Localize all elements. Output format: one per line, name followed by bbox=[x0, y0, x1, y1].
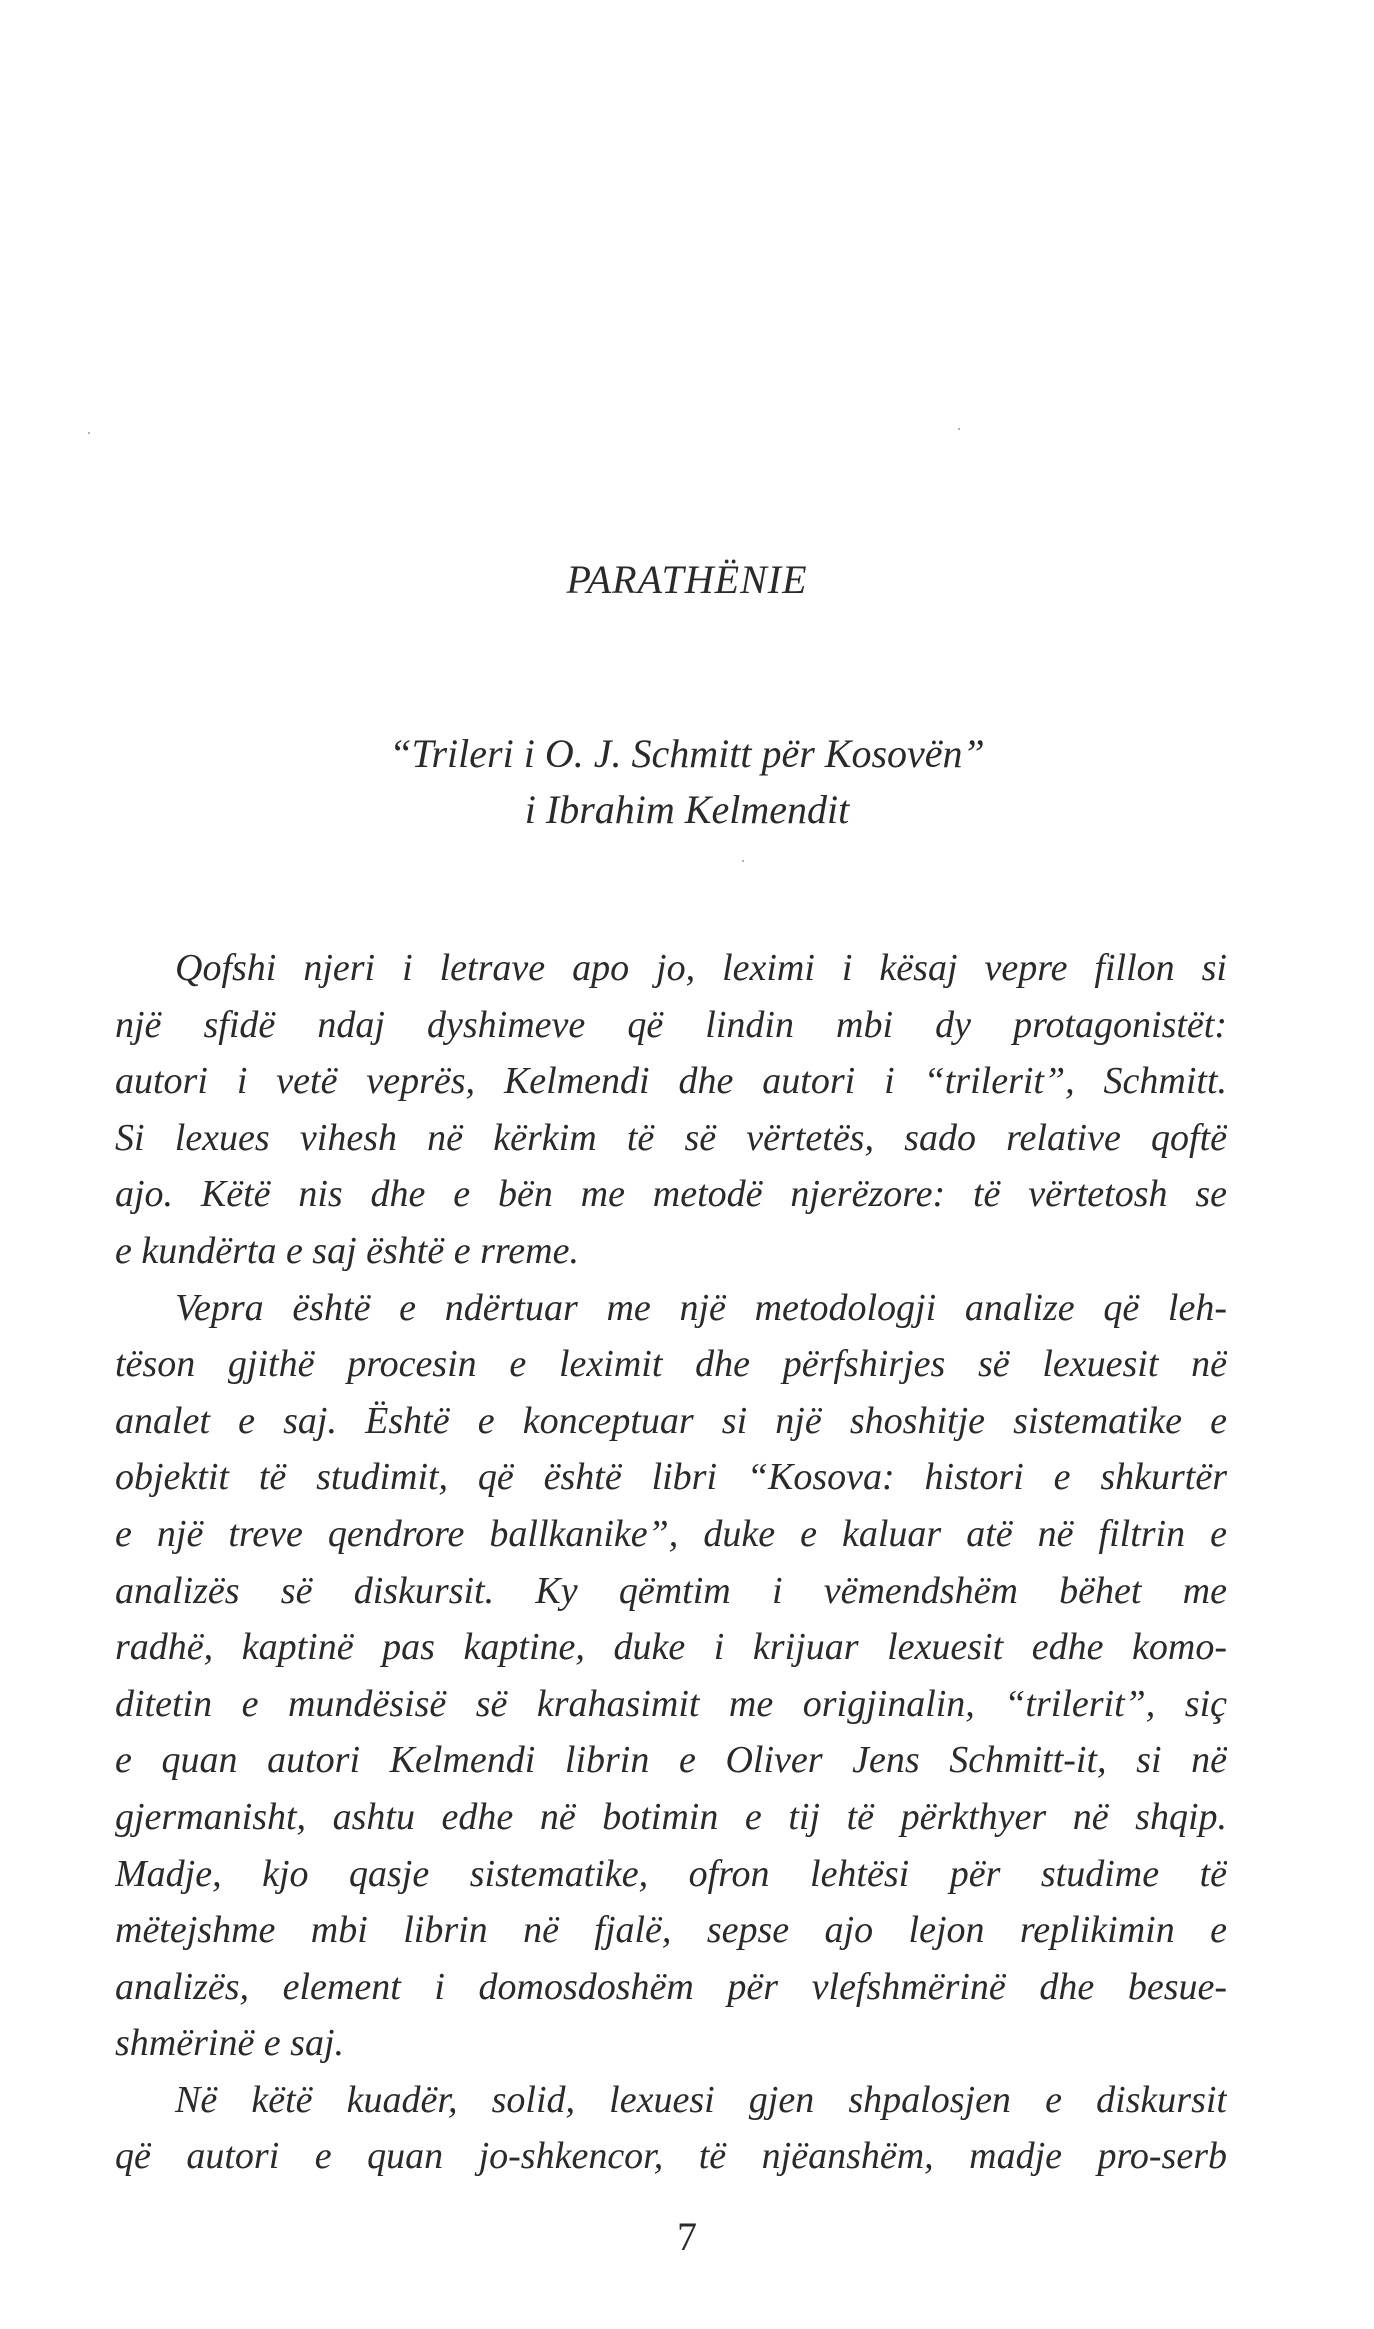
text-line: e kundërta e saj është e rreme. bbox=[115, 1229, 579, 1272]
chapter-heading: PARATHËNIE bbox=[566, 557, 808, 602]
page-number: 7 bbox=[677, 2214, 697, 2259]
text-line: e quan autori Kelmendi librin e Oliver Jens Schmitt-it, si në bbox=[115, 1739, 1227, 1782]
text-line: mëtejshme mbi librin në fjalë, sepse ajo lejon replikimin e bbox=[115, 1909, 1227, 1952]
text-line: gjermanisht, ashtu edhe në botimin e tij të përkthyer në shqip. bbox=[115, 1795, 1227, 1838]
text-line: Vepra është e ndërtuar me një metodologji analize që leh- bbox=[175, 1286, 1227, 1329]
text-line: shmërinë e saj. bbox=[115, 2022, 345, 2065]
text-line: një sfidë ndaj dyshimeve që lindin mbi dy protagonistët: bbox=[115, 1003, 1227, 1046]
text-line: tëson gjithë procesin e leximit dhe përfshirjes së lexuesit në bbox=[115, 1343, 1227, 1386]
scan-speck bbox=[742, 860, 744, 862]
text-line: autori i vetë veprës, Kelmendi dhe autori i “trilerit”, Schmitt. bbox=[115, 1060, 1227, 1103]
scan-speck bbox=[958, 428, 960, 430]
paragraph-3 bbox=[115, 2072, 1227, 2185]
text-line: ditetin e mundësisë së krahasimit me origjinalin, “trilerit”, siç bbox=[115, 1682, 1227, 1725]
subtitle-line-1: “Trileri i O. J. Schmitt për Kosovën” bbox=[389, 731, 985, 776]
scan-speck bbox=[88, 432, 90, 434]
text-line: Në këtë kuadër, solid, lexuesi gjen shpalosjen e diskursit bbox=[175, 2078, 1227, 2121]
text-line: Si lexues vihesh në kërkim të së vërtetës, sado relative qoftë bbox=[115, 1116, 1227, 1159]
paragraph-1 bbox=[115, 940, 1227, 1280]
text-line: analet e saj. Është e konceptuar si një shoshitje sistematike e bbox=[115, 1399, 1227, 1442]
text-line: e një treve qendrore ballkanike”, duke e kaluar atë në filtrin e bbox=[115, 1512, 1227, 1555]
text-line: Qofshi njeri i letrave apo jo, leximi i kësaj vepre fillon si bbox=[175, 947, 1227, 989]
subtitle-line-2: i Ibrahim Kelmendit bbox=[524, 787, 850, 832]
text-line: analizës së diskursit. Ky qëmtim i vëmendshëm bëhet me bbox=[115, 1569, 1227, 1612]
text-line: Madje, kjo qasje sistematike, ofron lehtësi për studime të bbox=[115, 1852, 1227, 1895]
text-line: që autori e quan jo-shkencor, të njëanshëm, madje pro-serb bbox=[115, 2135, 1227, 2178]
text-line: ajo. Këtë nis dhe e bën me metodë njerëzore: të vërtetosh se bbox=[115, 1173, 1227, 1216]
text-line: analizës, element i domosdoshëm për vlefshmërinë dhe besue- bbox=[115, 1965, 1227, 2008]
body-text bbox=[115, 940, 1227, 2185]
text-line: radhë, kaptinë pas kaptine, duke i krijuar lexuesit edhe komo- bbox=[115, 1626, 1227, 1669]
text-line: objektit të studimit, që është libri “Kosova: histori e shkurtër bbox=[115, 1456, 1227, 1499]
paragraph-2 bbox=[115, 1280, 1227, 2072]
